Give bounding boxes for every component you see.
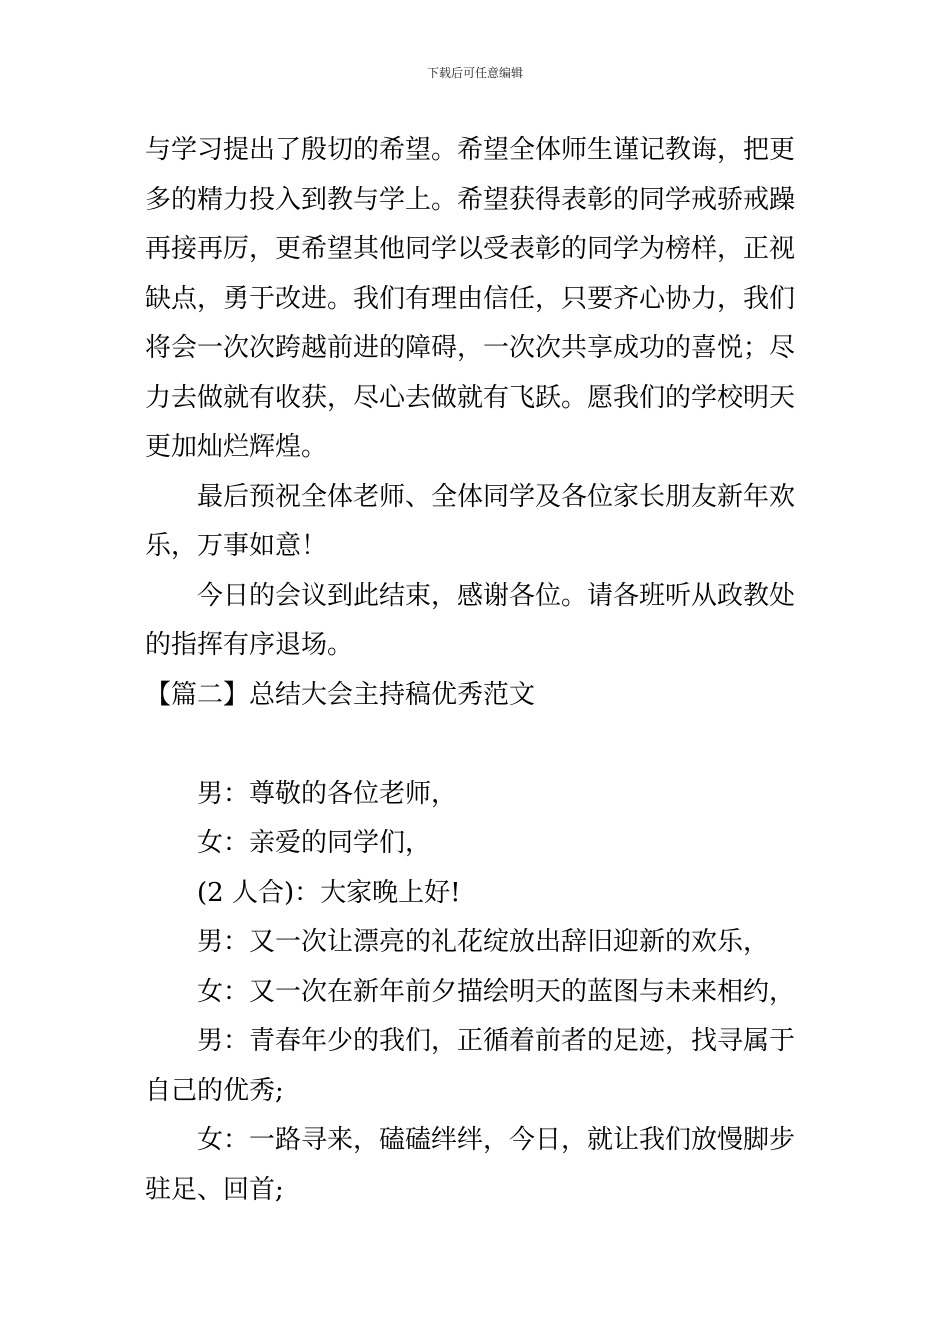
dialogue-line: 男：又一次让漂亮的礼花绽放出辞旧迎新的欢乐， — [197, 927, 770, 957]
text-line: 多的精力投入到教与学上。希望获得表彰的同学戒骄戒躁 — [145, 184, 796, 215]
text-line: 将会一次次跨越前进的障碍，一次次共享成功的喜悦；尽 — [145, 333, 796, 363]
text-line: 男：青春年少的我们，正循着前者的足迹，找寻属于 — [197, 1026, 796, 1056]
text-line: 自己的优秀; — [145, 1075, 284, 1106]
section-title: 【篇二】总结大会主持稿优秀范文 — [145, 679, 536, 710]
paragraph-closing-hopes — [145, 126, 807, 473]
paragraph-youth — [145, 1017, 807, 1116]
text-line: 女：一路寻来，磕磕绊绊，今日，就让我们放慢脚步 — [197, 1125, 796, 1155]
page-header: 下载后可任意编辑 — [426, 66, 523, 80]
text-line: 最后预祝全体老师、全体同学及各位家长朋友新年欢 — [197, 481, 796, 512]
text-line: 今日的会议到此结束，感谢各位。请各班听从政教处 — [197, 580, 796, 611]
text-line: 乐，万事如意！ — [145, 531, 328, 561]
dialogue-line: 女：亲爱的同学们， — [197, 828, 432, 858]
dialogue-line: 女：又一次在新年前夕描绘明天的蓝图与未来相约， — [197, 976, 796, 1007]
text-line: 与学习提出了殷切的希望。希望全体师生谨记教诲，把更 — [145, 135, 796, 165]
document-body — [145, 126, 807, 1215]
text-line: 再接再厉，更希望其他同学以受表彰的同学为榜样，正视 — [145, 234, 796, 264]
text-line: 驻足、回首; — [145, 1174, 284, 1205]
paragraph-new-year-wishes — [145, 473, 807, 572]
paragraph-look-back — [145, 1116, 807, 1215]
text-line: 的指挥有序退场。 — [145, 630, 354, 660]
dialogue-line: (2 人合)：大家晚上好! — [197, 877, 461, 908]
text-line: 力去做就有收获，尽心去做就有飞跃。愿我们的学校明天 — [145, 382, 796, 413]
dialogue-block — [145, 770, 807, 1018]
text-line: 更加灿烂辉煌。 — [145, 432, 328, 462]
text-line: 缺点，勇于改进。我们有理由信任，只要齐心协力，我们 — [145, 283, 796, 314]
blank-line — [145, 720, 807, 770]
dialogue-line: 男：尊敬的各位老师， — [197, 778, 458, 809]
paragraph-meeting-end — [145, 572, 807, 671]
